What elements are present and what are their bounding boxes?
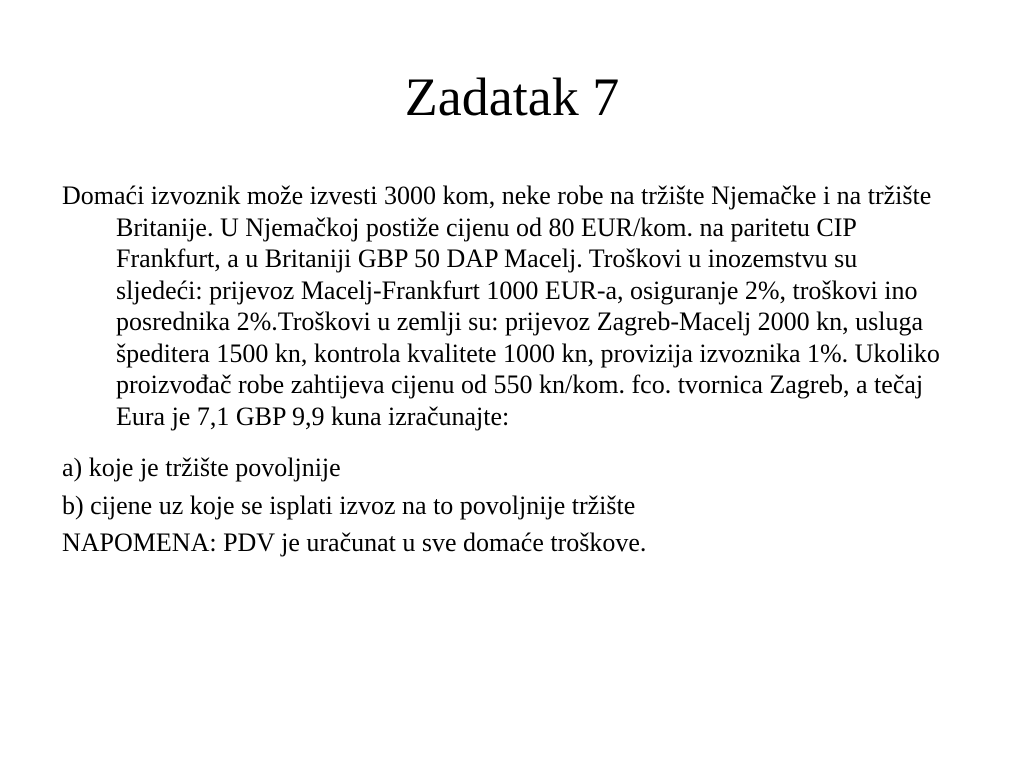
task-question-a: a) koje je tržište povoljnije bbox=[62, 453, 341, 482]
slide-title: Zadatak 7 bbox=[404, 67, 620, 127]
slide-body bbox=[62, 180, 962, 565]
task-description: Domaći izvoznik može izvesti 3000 kom, neke robe na tržište Njemačke i na tržište Britanije. U Njemačkoj postiže cijenu od 80 EUR/kom. na paritetu CIP Frankfurt, a u Britaniji GBP 50 DAP Macelj. Troškovi u inozemstvu su sljedeći: prijevoz Macelj-Frankfurt 1000 EUR-a, osiguranje 2%, troškovi ino posrednika 2%.Troškovi u zemlji su: prijevoz Zagreb-Macelj 2000 kn, usluga špeditera 1500 kn, kontrola kvalitete 1000 kn, provizija izvoznika 1%. Ukoliko proizvođač robe zahtijeva cijenu od 550 kn/kom. fco. tvornica Zagreb, a tečaj Eura je 7,1 GBP 9,9 kuna izračunajte: bbox=[62, 181, 940, 431]
task-question-b: b) cijene uz koje se isplati izvoz na to povoljnije tržište bbox=[62, 490, 636, 520]
task-note: NAPOMENA: PDV je uračunat u sve domaće troškove. bbox=[62, 528, 647, 557]
